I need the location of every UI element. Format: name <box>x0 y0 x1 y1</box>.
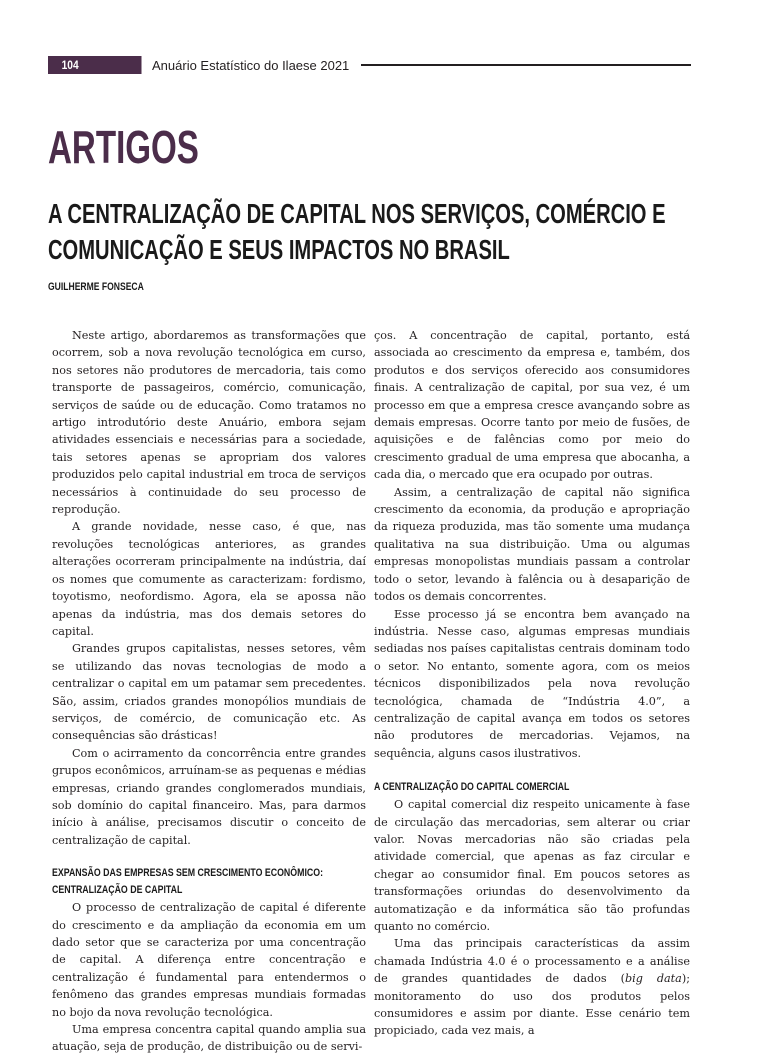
header-rule <box>361 64 691 66</box>
running-title: Anuário Estatístico do Ilaese 2021 <box>152 57 350 73</box>
text-run: Uma das principais características da assim chamada Indústria 4.0 é o processamento e a análise de grandes quantidades de dados ( <box>374 937 690 986</box>
paragraph: Esse processo já se encontra bem avançado na indústria. Nesse caso, algumas empresas mundiais sediadas nos países capitalistas centrais dominam todo o setor. No entanto, somente agora, com os meios técnicos disponibilizados pela nova revolução tecnológica, chamada de “Indústria 4.0”, a centralização de capital avança em todos os setores não produtores de mercadorias. Vejamos, na sequência, alguns casos ilustrativos. <box>374 607 690 760</box>
paragraph: O capital comercial diz respeito unicamente à fase de circulação das mercadorias, sem alterar ou criar valor. Novas mercadorias não são criadas pela atividade comercial, que apenas as faz circular e chegar ao consumidor final. Em poucos setores as transformações oriundas do desenvolvimento da automatização e da informática são tão profundas quanto no comércio. <box>374 798 690 933</box>
paragraph: Com o acirramento da concorrência entre grandes grupos econômicos, arruínam-se as pequenas e médias empresas, criando grandes conglomerados mundiais, sob domínio do capital financeiro. Mas, para darmos início à análise, precisamos discutir o conceito de centralização de capital. <box>52 746 366 847</box>
paragraph <box>374 935 690 1039</box>
paragraph: ços. A concentração de capital, portanto, está associada ao crescimento da empresa e, também, dos produtos e dos serviços oferecido aos consumidores finais. A centralização de capital, por sua vez, é um processo em que a empresa cresce avançando sobre as demais empresas. Ocorre tanto por meio de fusões, de aquisições e de falências como por meio do crescimento gradual de uma empresa que abocanha, a cada dia, o mercado que era ocupado por outras. <box>374 329 690 482</box>
paragraph: Uma empresa concentra capital quando amplia sua atuação, seja de produção, de distribuição ou de servi- <box>52 1023 366 1054</box>
paragraph: Neste artigo, abordaremos as transformações que ocorrem, sob a nova revolução tecnológica em curso, nos setores não produtores de mercadoria, tais como transporte de passageiros, comércio, comunicação, serviços de saúde ou de educação. Como tratamos no artigo introdutório deste Anuário, embora sejam atividades essenciais e necessárias para a sociedade, tais setores apenas se apropriam dos valores produzidos pelo capital industrial em troca de serviços necessários à continuidade do seu processo de reprodução. <box>52 329 366 517</box>
subheading-line: A CENTRALIZAÇÃO DO CAPITAL COMERCIAL <box>374 781 570 794</box>
left-column <box>52 327 366 1056</box>
subheading-line: CENTRALIZAÇÃO DE CAPITAL <box>52 884 183 897</box>
article-title: A CENTRALIZAÇÃO DE CAPITAL NOS SERVIÇOS, COMÉRCIO E COMUNICAÇÃO E SEUS IMPACTOS NO BRASIL <box>48 198 666 265</box>
section-label: ARTIGOS <box>48 121 199 173</box>
page-number: 104 <box>48 56 142 74</box>
italic-term: big data <box>624 972 682 986</box>
paragraph: Grandes grupos capitalistas, nesses setores, vêm se utilizando das novas tecnologias de modo a centralizar o capital em um patamar sem precedentes. São, assim, criados grandes monopólios mundiais de serviços, de comércio, de comunicação etc. As consequências são drásticas! <box>52 642 366 743</box>
subheading-line: EXPANSÃO DAS EMPRESAS SEM CRESCIMENTO ECONÔMICO: <box>52 867 324 880</box>
right-column <box>374 327 690 1040</box>
paragraph: O processo de centralização de capital é diferente do crescimento e da ampliação da economia em um dado setor que se caracteriza por uma concentração de capital. A diferença entre concentração e centralização é fundamental para entendermos o fenômeno das grandes empresas mundiais formadas no bojo da nova revolução tecnológica. <box>52 901 366 1019</box>
paragraph: Assim, a centralização de capital não significa crescimento da economia, da produção e apropriação da riqueza produzida, mas tão somente uma mudança qualitativa na sua distribuição. Uma ou algumas empresas monopolistas mundiais passam a controlar todo o setor, levando à falência ou à desaparição de todos os demais concorrentes. <box>374 485 690 604</box>
subheading-capital-comercial <box>374 779 690 796</box>
text-run: ); monitoramento do uso dos produtos pelos consumidores e assim por diante. Esse cenário tem propiciado, cada vez mais, a <box>374 972 690 1038</box>
subheading-expansao <box>52 865 366 899</box>
article-author: GUILHERME FONSECA <box>48 281 144 293</box>
page-header <box>48 56 691 74</box>
paragraph: A grande novidade, nesse caso, é que, nas revoluções tecnológicas anteriores, as grandes alterações ocorreram principalmente na indústria, daí os nomes que comumente as caracterizam: fordismo, toyotismo, neofordismo. Agora, ela se apossa não apenas da indústria, mas dos demais setores do capital. <box>52 520 366 638</box>
